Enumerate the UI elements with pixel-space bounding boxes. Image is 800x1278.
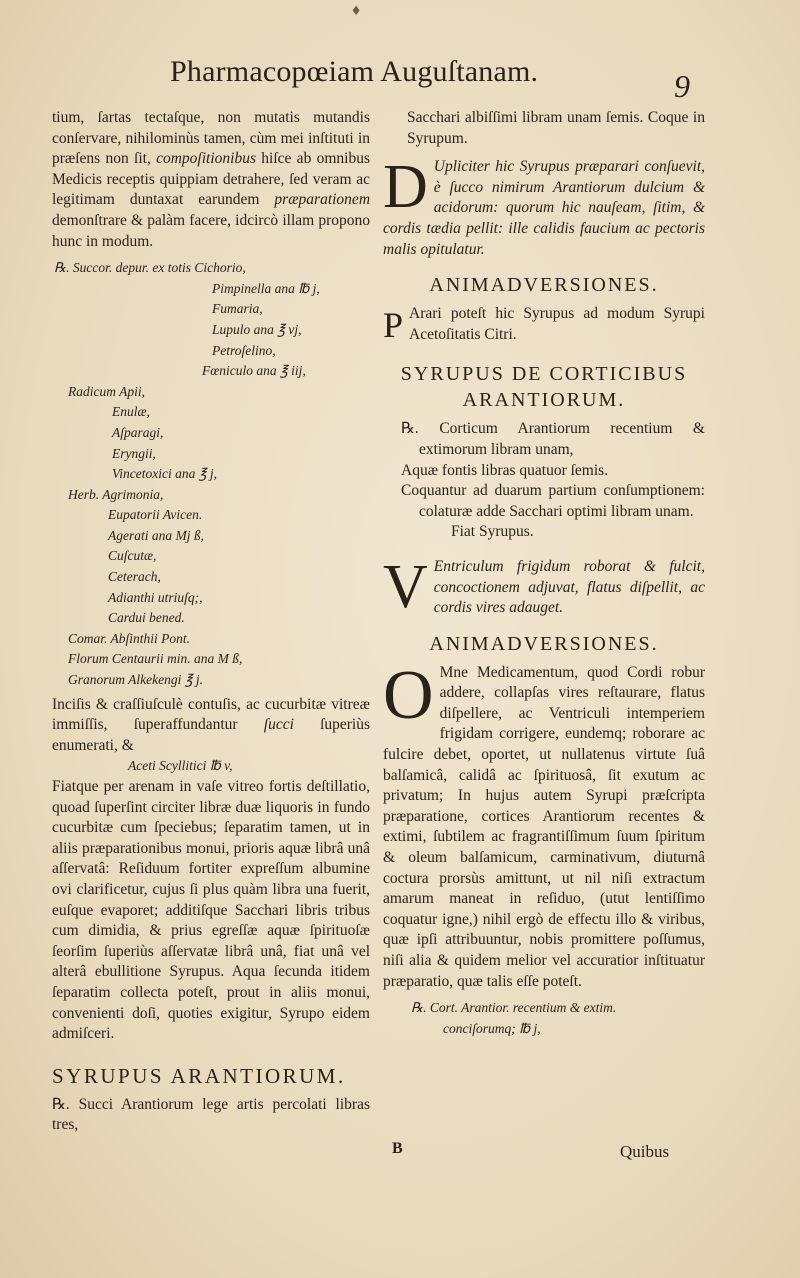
- description-text: Upliciter hic Syrupus præparari conſuevit, è ſucco nimirum Arantiorum dulcium & acidorum: quorum hic nauſeam, ſitim, & cordis tædia pellit: ille calidis faucium ac pectoris malis opitulatur.: [383, 158, 705, 258]
- drop-cap-P: P: [383, 305, 404, 346]
- section-title-syrupus-arantiorum: SYRUPUS ARANTIORUM.: [52, 1063, 346, 1088]
- recipe-line: Aquæ fontis libras quatuor ſemis.: [401, 461, 609, 479]
- recipe-line: Eryngii,: [112, 445, 156, 461]
- recipe-line: Radicum Apii,: [68, 383, 145, 399]
- recipe-line: Petroſelino,: [212, 342, 276, 358]
- orange-recipe-start: ℞. Succi Arantiorum lege artis percolati libras tres,: [52, 1095, 370, 1134]
- virtues-paragraph: [383, 552, 705, 621]
- recipe-line: Agerati ana Mj ß,: [108, 527, 204, 543]
- recipe-line: Vincetoxici ana ℥ j,: [112, 466, 218, 482]
- drop-cap-V: V: [383, 552, 428, 621]
- note-text: Arari poteſt hic Syrupus ad modum Syrupi Acetoſitatis Citri.: [409, 305, 705, 343]
- final-recipe-line: conciſorumq; ℔ j,: [443, 1020, 541, 1036]
- note-paragraph: [383, 304, 705, 345]
- recipe-line: Eupatorii Avicen.: [108, 507, 203, 523]
- recipe-line: Herb. Agrimonia,: [68, 486, 164, 502]
- title-line: SYRUPUS DE CORTICIBUS: [400, 363, 688, 386]
- preparation-paragraph: Inciſis & craſſiuſculè contuſis, ac cucurbitæ vitreæ immiſſis, ſuperaffundantur ſucci ſuperiùs enumerati, &: [52, 695, 370, 754]
- signature-mark: B: [392, 1140, 403, 1157]
- drop-cap-O: O: [383, 656, 434, 734]
- recipe-line: Fumaria,: [212, 301, 263, 317]
- recipe-line: ℞. Succor. depur. ex totis Cichorio,: [54, 260, 246, 276]
- recipe-line: Granorum Alkekengi ℥ j.: [68, 672, 204, 688]
- title-line: ARANTIORUM.: [462, 389, 626, 412]
- recipe-continuation: Sacchari albiſſimi libram unam ſemis. Coque in Syrupum.: [407, 109, 705, 147]
- running-head: Pharmacopœiam Auguſtanam.: [170, 55, 539, 88]
- recipe-list: [52, 258, 370, 690]
- bark-recipe: [383, 419, 705, 543]
- heading-animadversiones-2: ANIMADVERSIONES.: [429, 632, 659, 655]
- recipe-line: Pimpinella ana ℔ j,: [212, 280, 320, 296]
- catchword: Quibus: [620, 1142, 670, 1161]
- recipe-line: Fœniculo ana ℥ iij,: [202, 363, 306, 379]
- commentary-paragraph: [383, 656, 705, 993]
- recipe-line: Ceterach,: [108, 569, 161, 585]
- distillation-paragraph: Fiatque per arenam in vaſe vitreo fortis deſtillatio, quoad ſuperſint circiter libræ duæ liquoris in fundo cucurbitæ cum ſpeciebus; ſeparatim tamen, ut in aliis præparationibus monui, prioris aquæ librâ unâ aſſervatâ: Reſiduum fortiter expreſſum albumine ovi clarificetur, cujus ſi plus quàm libra una fuerit, euſque evaporet; additiſque Sacchari libris tribus cum dimidia, & prius egreſſæ aquæ ſpirituoſæ ſeorſim ſuperiùs aſſervatæ librâ unâ, fiat unâ vel alterâ ebullitione Syrupus. Aqua ſecunda itidem ſeparatim collecta poteſt, prout in aliis monui, convenienti doſi, quoties exigitur, Syrupo eidem admiſceri.: [52, 778, 370, 1043]
- vinegar-line: Aceti Scyllitici ℔ v,: [128, 758, 233, 774]
- recipe-line: Comar. Abſinthii Pont.: [68, 630, 191, 646]
- recipe-line: Aſparagi,: [112, 424, 164, 440]
- recipe-line: Adianthi utriuſq;,: [108, 589, 203, 605]
- recipe-line: Lupulo ana ℥ vj,: [212, 321, 302, 337]
- description-paragraph: [383, 153, 705, 260]
- recipe-line: Florum Centaurii min. ana M ß,: [68, 651, 243, 667]
- recipe-line: Coquantur ad duarum partium conſumptionem: colaturæ adde Sacchari optimi libram unam.: [401, 482, 705, 520]
- recipe-line: ℞. Corticum Arantiorum recentium & extimorum libram unam,: [401, 420, 705, 458]
- left-column: [52, 108, 370, 1136]
- final-recipe-line: ℞. Cort. Arantior. recentium & extim.: [411, 1000, 617, 1016]
- page-number: 9: [674, 68, 690, 104]
- recipe-line: Enulæ,: [112, 404, 150, 420]
- heading-animadversiones-1: ANIMADVERSIONES.: [429, 274, 659, 297]
- top-ornament: ♦: [352, 2, 361, 19]
- recipe-line: Cuſcutæ,: [108, 548, 157, 564]
- recipe-line: Cardui bened.: [108, 610, 185, 626]
- commentary-text: Mne Medicamentum, quod Cordi robur addere, collapſas vires reſtaurare, flatus diſpellere, ac Ventriculi intemperiem frigidam corrigere, eundemq; roborare ac fulcire debet, oportet, ut nullatenus virtute ſuâ balſamicâ, calidâ ac ſpirituosâ, ſit exutum ac privatum; In hujus autem Syrupi præſcripta præparatione, cortices Arantiorum recentes & extimi, ſubtilem ac fragrantiſſimum ſuum ſpiritum & oleum balſamicum, carminativum, diuturnâ coctura prorsùs amittunt, ut nil niſi extractum amarum maneat in reſiduo, (utut lentiſſimo coquatur igne,) nihil ergò de effectu illo & viribus, quæ ipſi attribuuntur, nobis promittere poſſumus, niſi alia & quidem melior vel accuratior inſtituatur præparatio, quæ talis eſſe poteſt.: [383, 663, 705, 990]
- virtues-text: Entriculum frigidum roborat & fulcit, concoctionem adjuvat, flatus diſpellit, ac cordis vires adauget.: [433, 557, 705, 617]
- recipe-line: Fiat Syrupus.: [451, 523, 534, 541]
- section-title-de-corticibus: [383, 361, 705, 413]
- intro-paragraph: tium, ſartas tectaſque, non mutatis mutandis conſervare, nihilominùs tamen, cùm mei inſtituti in præſens non ſit, compoſitionibus hiſce ab omnibus Medicis receptis quippiam detrahere, ſed veram ac legitimam duntaxat earundem præparationem demonſtrare & palàm facere, idcircò illam propono hunc in modum.: [52, 109, 371, 250]
- right-column: [383, 108, 705, 1039]
- drop-cap-D: D: [383, 153, 428, 222]
